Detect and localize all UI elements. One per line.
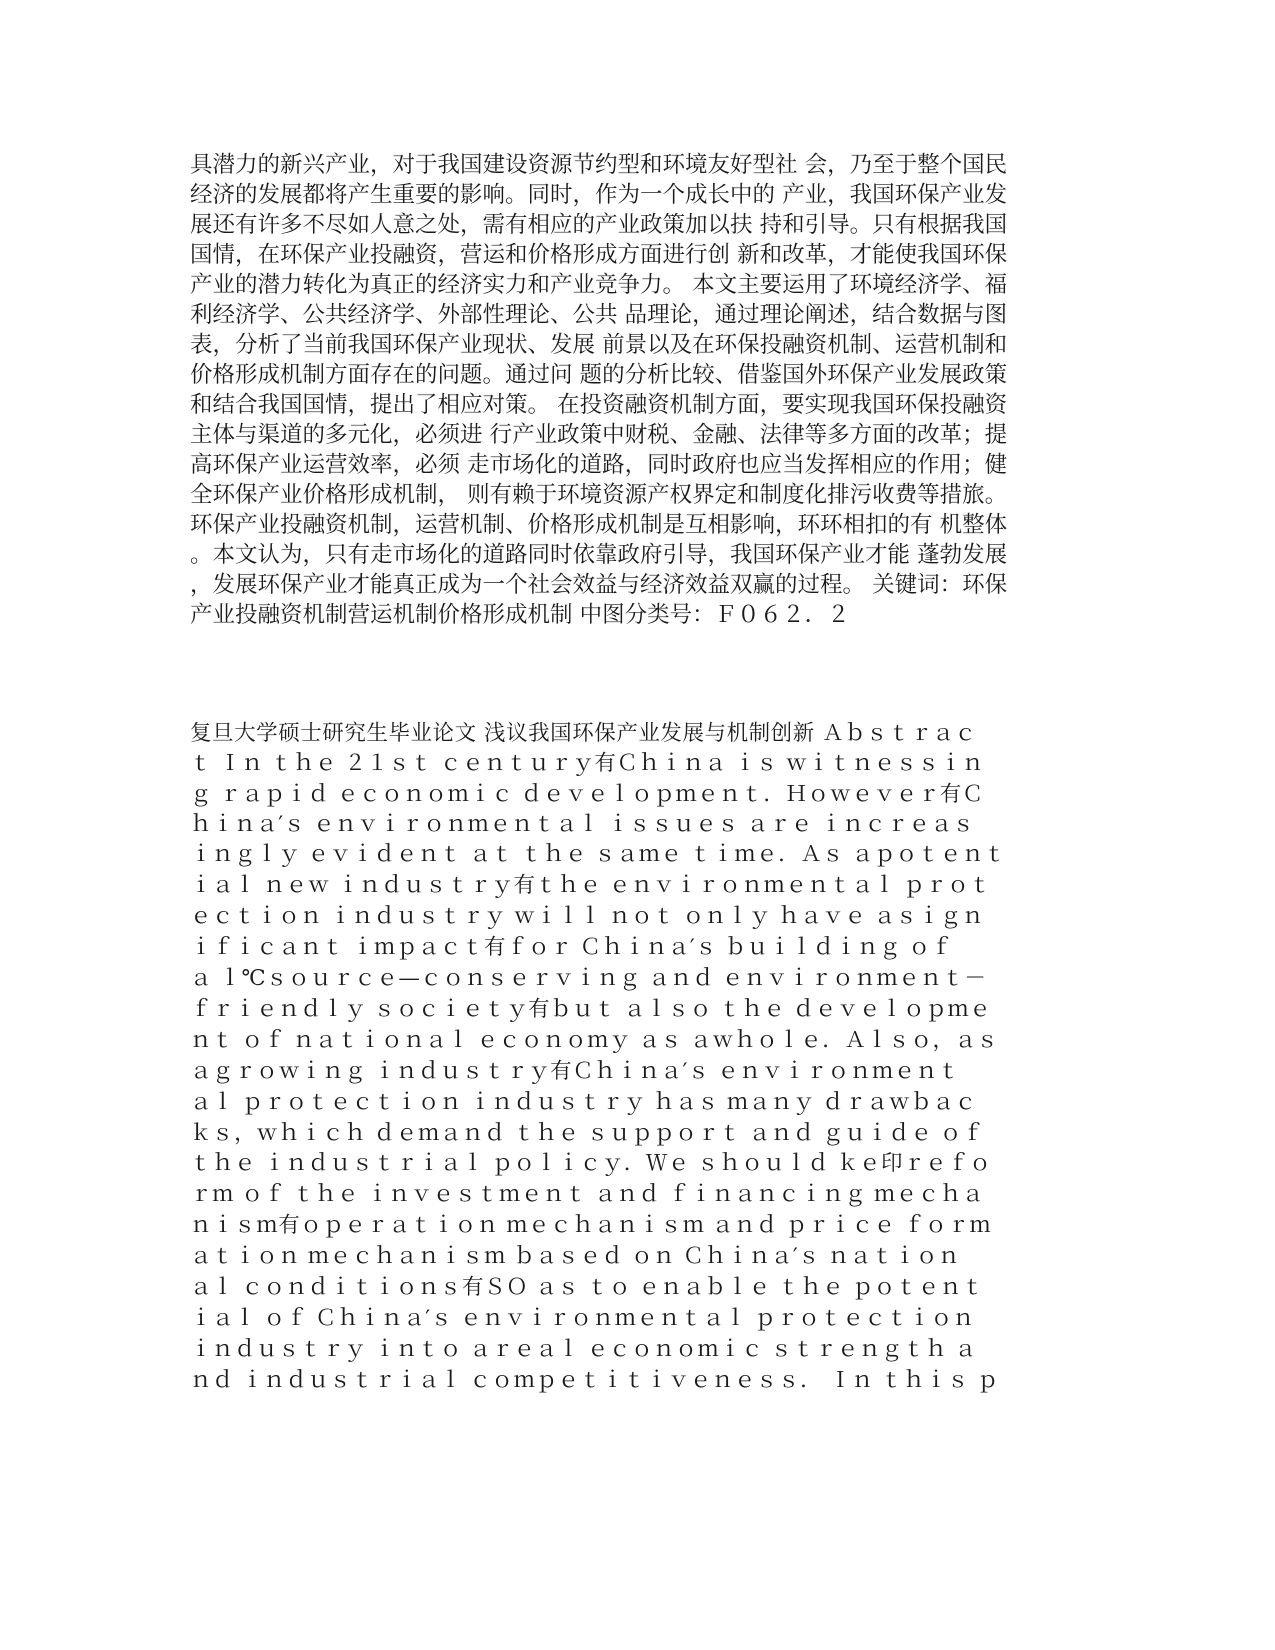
text-line: ｔ Ｉｎ ｔｈｅ ２１ｓｔ ｃｅｎｔｕｒｙ有Ｃｈｉｎａ ｉｓ ｗｉｔｎｅｓｓｉｎ [190, 751, 985, 776]
text-line: ｉｆｉｃａｎｔ ｉｍｐａｃｔ有ｆｏｒ Ｃｈｉｎａ′ｓ ｂｕｉｌｄｉｎｇ ｏｆ [190, 935, 953, 960]
text-line: ｎｔ ｏｆ ｎａｔｉｏｎａｌ ｅｃｏｎｏｍｙ ａｓ ａｗｈｏｌｅ．Ａｌｓｏ，ａｓ [190, 1028, 999, 1053]
text-line: ｈｉｎａ′ｓ ｅｎｖｉｒｏｎｍｅｎｔａｌ ｉｓｓｕｅｓ ａｒｅ ｉｎｃｒｅａｓ [190, 812, 975, 837]
text-line: ｎｄ ｉｎｄｕｓｔｒｉａｌ ｃｏｍｐｅｔｉｔｉｖｅｎｅｓｓ． Ｉｎ ｔｈｉｓ ｐ [190, 1368, 999, 1393]
text-line: 和结合我国国情，提出了相应对策。 在投资融资机制方面，要实现我国环保投融资 [190, 392, 1008, 418]
text-line: 价格形成机制方面存在的问题。通过问 题的分析比较、借鉴国外环保产业发展政策 [190, 362, 1008, 388]
text-line: ｒｍ ｏｆ ｔｈｅ ｉｎｖｅｓｔｍｅｎｔ ａｎｄ ｆｉｎａｎｃｉｎｇ ｍｅｃｈａ [190, 1182, 985, 1207]
text-line: 高环保产业运营效率，必须 走市场化的道路，同时政府也应当发挥相应的作用；健 [190, 452, 1008, 478]
text-line: ｉｎｇｌｙ ｅｖｉｄｅｎｔ ａｔ ｔｈｅ ｓａｍｅ ｔｉｍｅ．Ａｓ ａｐｏｔｅｎｔ [190, 842, 1007, 867]
text-line: ，发展环保产业才能真正成为一个社会效益与经济效益双赢的过程。 关键词：环保 [190, 572, 1008, 598]
text-line: 。本文认为，只有走市场化的道路同时依靠政府引导，我国环保产业才能 蓬勃发展 [190, 542, 1008, 568]
text-line: ｅｃｔｉｏｎ ｉｎｄｕｓｔｒｙ ｗｉｌｌ ｎｏｔ ｏｎｌｙ ｈａｖｅ ａｓｉｇｎ [190, 904, 985, 929]
text-line: 经济的发展都将产生重要的影响。同时，作为一个成长中的 产业，我国环保产业发 [190, 182, 1008, 208]
header-and-abstract-title-line: 复旦大学硕士研究生毕业论文 浅议我国环保产业发展与机制创新 Ａｂｓｔｒａｃ [190, 721, 977, 746]
text-line: 全环保产业价格形成机制， 则有赖于环境资源产权界定和制度化排污收费等措旅。 [190, 482, 1008, 508]
text-line: 产业的潜力转化为真正的经济实力和产业竞争力。 本文主要运用了环境经济学、福 [190, 272, 1008, 298]
keywords-line: 产业投融资机制营运机制价格形成机制 中图分类号：Ｆ０６２．２ [190, 602, 850, 628]
text-line: ｉｎｄｕｓｔｒｙ ｉｎｔｏ ａｒｅａｌ ｅｃｏｎｏｍｉｃ ｓｔｒｅｎｇｔｈ ａ [190, 1337, 977, 1362]
text-line: ａｇｒｏｗｉｎｇ ｉｎｄｕｓｔｒｙ有Ｃｈｉｎａ′ｓ ｅｎｖｉｒｏｎｍｅｎｔ [190, 1059, 960, 1084]
text-line: ｔｈｅ ｉｎｄｕｓｔｒｉａｌ ｐｏｌｉｃｙ．Ｗｅ ｓｈｏｕｌｄ ｋｅ印ｒｅｆｏ [190, 1151, 992, 1176]
text-line: ｇ ｒａｐｉｄ ｅｃｏｎｏｍｉｃ ｄｅｖｅｌｏｐｍｅｎｔ．Ｈｏｗｅｖｅｒ有Ｃ [190, 782, 984, 807]
text-line: ａｌ ｐｒｏｔｅｃｔｉｏｎ ｉｎｄｕｓｔｒｙ ｈａｓ ｍａｎｙ ｄｒａｗｂａｃ [190, 1090, 977, 1115]
text-line: ａ ｌ℃ｓｏｕｒｃｅ—ｃｏｎｓｅｒｖｉｎｇ ａｎｄ ｅｎｖｉｒｏｎｍｅｎｔ－ [190, 966, 987, 991]
text-line: ｆｒｉｅｎｄｌｙ ｓｏｃｉｅｔｙ有ｂｕｔ ａｌｓｏ ｔｈｅ ｄｅｖｅｌｏｐｍｅ [190, 997, 992, 1022]
text-line: 具潜力的新兴产业，对于我国建设资源节约型和环境友好型社 会，乃至于整个国民 [190, 152, 1008, 178]
text-line: ｎｉｓｍ有ｏｐｅｒａｔｉｏｎ ｍｅｃｈａｎｉｓｍ ａｎｄ ｐｒｉｃｅ ｆｏｒｍ [190, 1213, 992, 1238]
text-line: 展还有许多不尽如人意之处，需有相应的产业政策加以扶 持和引导。只有根据我国 [190, 212, 1008, 238]
text-line: ｉａｌ ｎｅｗ ｉｎｄｕｓｔｒｙ有ｔｈｅ ｅｎｖｉｒｏｎｍｅｎｔａｌ ｐｒｏｔ [190, 873, 992, 898]
text-line: ｋｓ，ｗｈｉｃｈ ｄｅｍａｎｄ ｔｈｅ ｓｕｐｐｏｒｔ ａｎｄ ｇｕｉｄｅ ｏｆ [190, 1121, 985, 1146]
text-line: ａｌ ｃｏｎｄｉｔｉｏｎｓ有ＳＯ ａｓ ｔｏ ｅｎａｂｌｅ ｔｈｅ ｐｏｔｅｎｔ [190, 1275, 985, 1300]
text-line: ａｔｉｏｎ ｍｅｃｈａｎｉｓｍ ｂａｓｅｄ ｏｎ Ｃｈｉｎａ′ｓ ｎａｔｉｏｎ [190, 1244, 961, 1269]
text-line: 利经济学、公共经济学、外部性理论、公共 品理论，通过理论阐述，结合数据与图 [190, 302, 1008, 328]
text-line: 主体与渠道的多元化，必须进 行产业政策中财税、金融、法律等多方面的改革；提 [190, 422, 1008, 448]
text-line: 国情，在环保产业投融资，营运和价格形成方面进行创 新和改革，才能使我国环保 [190, 242, 1008, 268]
text-line: 环保产业投融资机制，运营机制、价格形成机制是互相影响，环环相扣的有 机整体 [190, 512, 1008, 538]
text-line: 表，分析了当前我国环保产业现状、发展 前景以及在环保投融资机制、运营机制和 [190, 332, 1008, 358]
text-line: ｉａｌ ｏｆ Ｃｈｉｎａ′ｓ ｅｎｖｉｒｏｎｍｅｎｔａｌ ｐｒｏｔｅｃｔｉｏｎ [190, 1306, 975, 1331]
